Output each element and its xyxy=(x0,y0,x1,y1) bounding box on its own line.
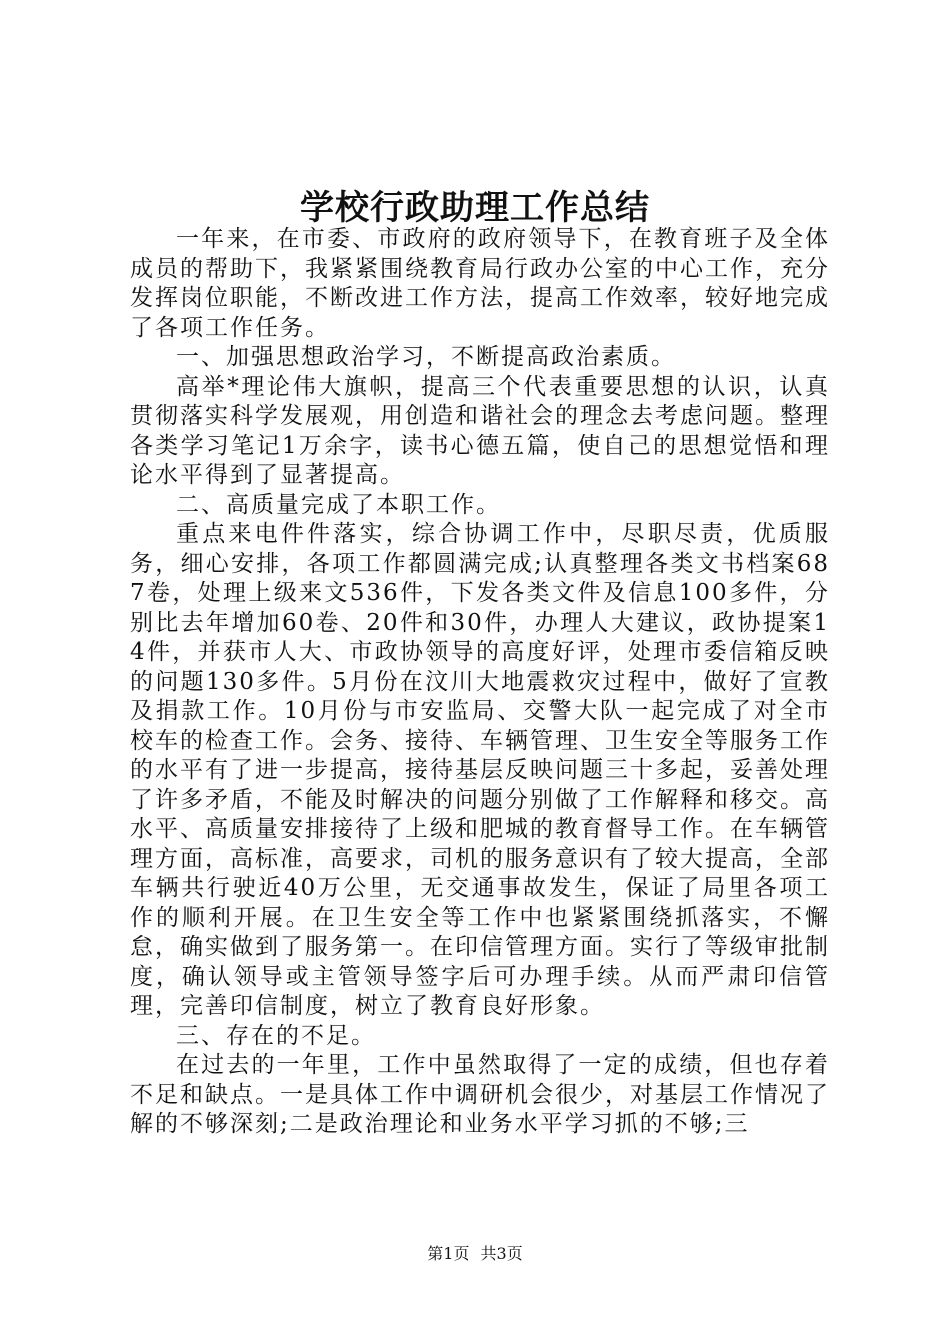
section-heading-3: 三、存在的不足。 xyxy=(176,1022,376,1049)
paragraph-section-1: 高举*理论伟大旗帜，提高三个代表重要思想的认识，认真贯彻落实科学发展观，用创造和谐社会的理念去考虑问题。整理各类学习笔记1万余字，读书心德五篇，使自己的思想觉悟和理论水平得到了显著提高。 xyxy=(130,373,830,488)
page-footer xyxy=(0,1244,950,1264)
document-title: 学校行政助理工作总结 xyxy=(300,188,650,228)
document-body xyxy=(130,225,830,1140)
section-heading-2: 二、高质量完成了本职工作。 xyxy=(176,491,501,518)
section-heading-1: 一、加强思想政治学习，不断提高政治素质。 xyxy=(176,344,676,370)
page-number: 第1页 xyxy=(427,1244,470,1263)
page-total: 共3页 xyxy=(480,1244,523,1263)
paragraph-section-3: 在过去的一年里，工作中虽然取得了一定的成绩，但也存着不足和缺点。一是具体工作中调研机会很少，对基层工作情况了解的不够深刻;二是政治理论和业务水平学习抓的不够;三 xyxy=(130,1052,830,1137)
paragraph-section-2: 重点来电件件落实，综合协调工作中，尽职尽责，优质服务，细心安排，各项工作都圆满完成;认真整理各类文书档案687卷，处理上级来文536件，下发各类文件及信息100多件，分别比去年增加60卷、20件和30件，办理人大建议，政协提案14件，并获市人大、市政协领导的高度好评，处理市委信箱反映的问题130多件。5月份在汶川大地震救灾过程中，做好了宣教及捐款工作。10月份与市安监局、交警大队一起完成了对全市校车的检查工作。会务、接待、车辆管理、卫生安全等服务工作的水平有了进一步提高，接待基层反映问题三十多起，妥善处理了许多矛盾，不能及时解决的问题分别做了工作解释和移交。高水平、高质量安排接待了上级和肥城的教育督导工作。在车辆管理方面，高标准，高要求，司机的服务意识有了较大提高，全部车辆共行驶近40万公里，无交通事故发生，保证了局里各项工作的顺利开展。在卫生安全等工作中也紧紧围绕抓落实，不懈怠，确实做到了服务第一。在印信管理方面。实行了等级审批制度，确认领导或主管领导签字后可办理手续。从而严肃印信管理，完善印信制度，树立了教育良好形象。 xyxy=(130,521,830,1019)
paragraph-intro: 一年来，在市委、市政府的政府领导下，在教育班子及全体成员的帮助下，我紧紧围绕教育局行政办公室的中心工作，充分发挥岗位职能，不断改进工作方法，提高工作效率，较好地完成了各项工作任务。 xyxy=(130,226,830,341)
